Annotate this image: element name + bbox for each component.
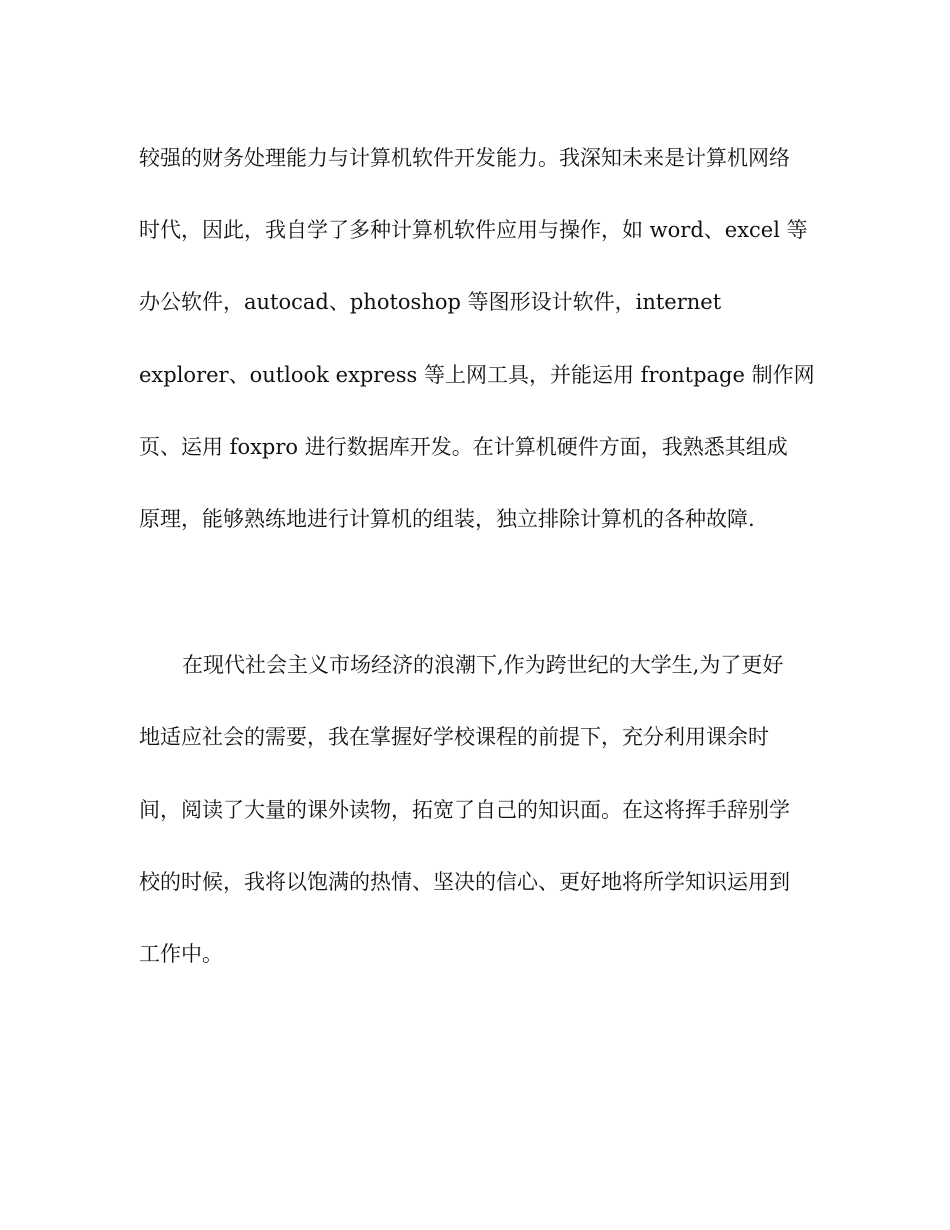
paragraph-line: 工作中。 xyxy=(139,942,223,966)
paragraph-line: 原理，能够熟练地进行计算机的组装，独立排除计算机的各种故障. xyxy=(139,507,755,531)
paragraph-line: 办公软件，autocad、photoshop 等图形设计软件，internet xyxy=(139,290,722,314)
paragraph-line: 在现代社会主义市场经济的浪潮下,作为跨世纪的大学生,为了更好 xyxy=(182,653,784,677)
paragraph-line: 地适应社会的需要，我在掌握好学校课程的前提下，充分利用课余时 xyxy=(139,725,769,749)
paragraph-line: explorer、outlook express 等上网工具，并能运用 frontpage 制作网 xyxy=(139,363,815,387)
paragraph-line: 间，阅读了大量的课外读物，拓宽了自己的知识面。在这将挥手辞别学 xyxy=(139,798,790,822)
paragraph-line: 时代，因此，我自学了多种计算机软件应用与操作，如 word、excel 等 xyxy=(139,218,808,242)
paragraph-line: 校的时候，我将以饱满的热情、坚决的信心、更好地将所学知识运用到 xyxy=(139,870,790,894)
paragraph-line: 较强的财务处理能力与计算机软件开发能力。我深知未来是计算机网络 xyxy=(139,146,790,170)
paragraph-line: 页、运用 foxpro 进行数据库开发。在计算机硬件方面，我熟悉其组成 xyxy=(139,435,788,459)
